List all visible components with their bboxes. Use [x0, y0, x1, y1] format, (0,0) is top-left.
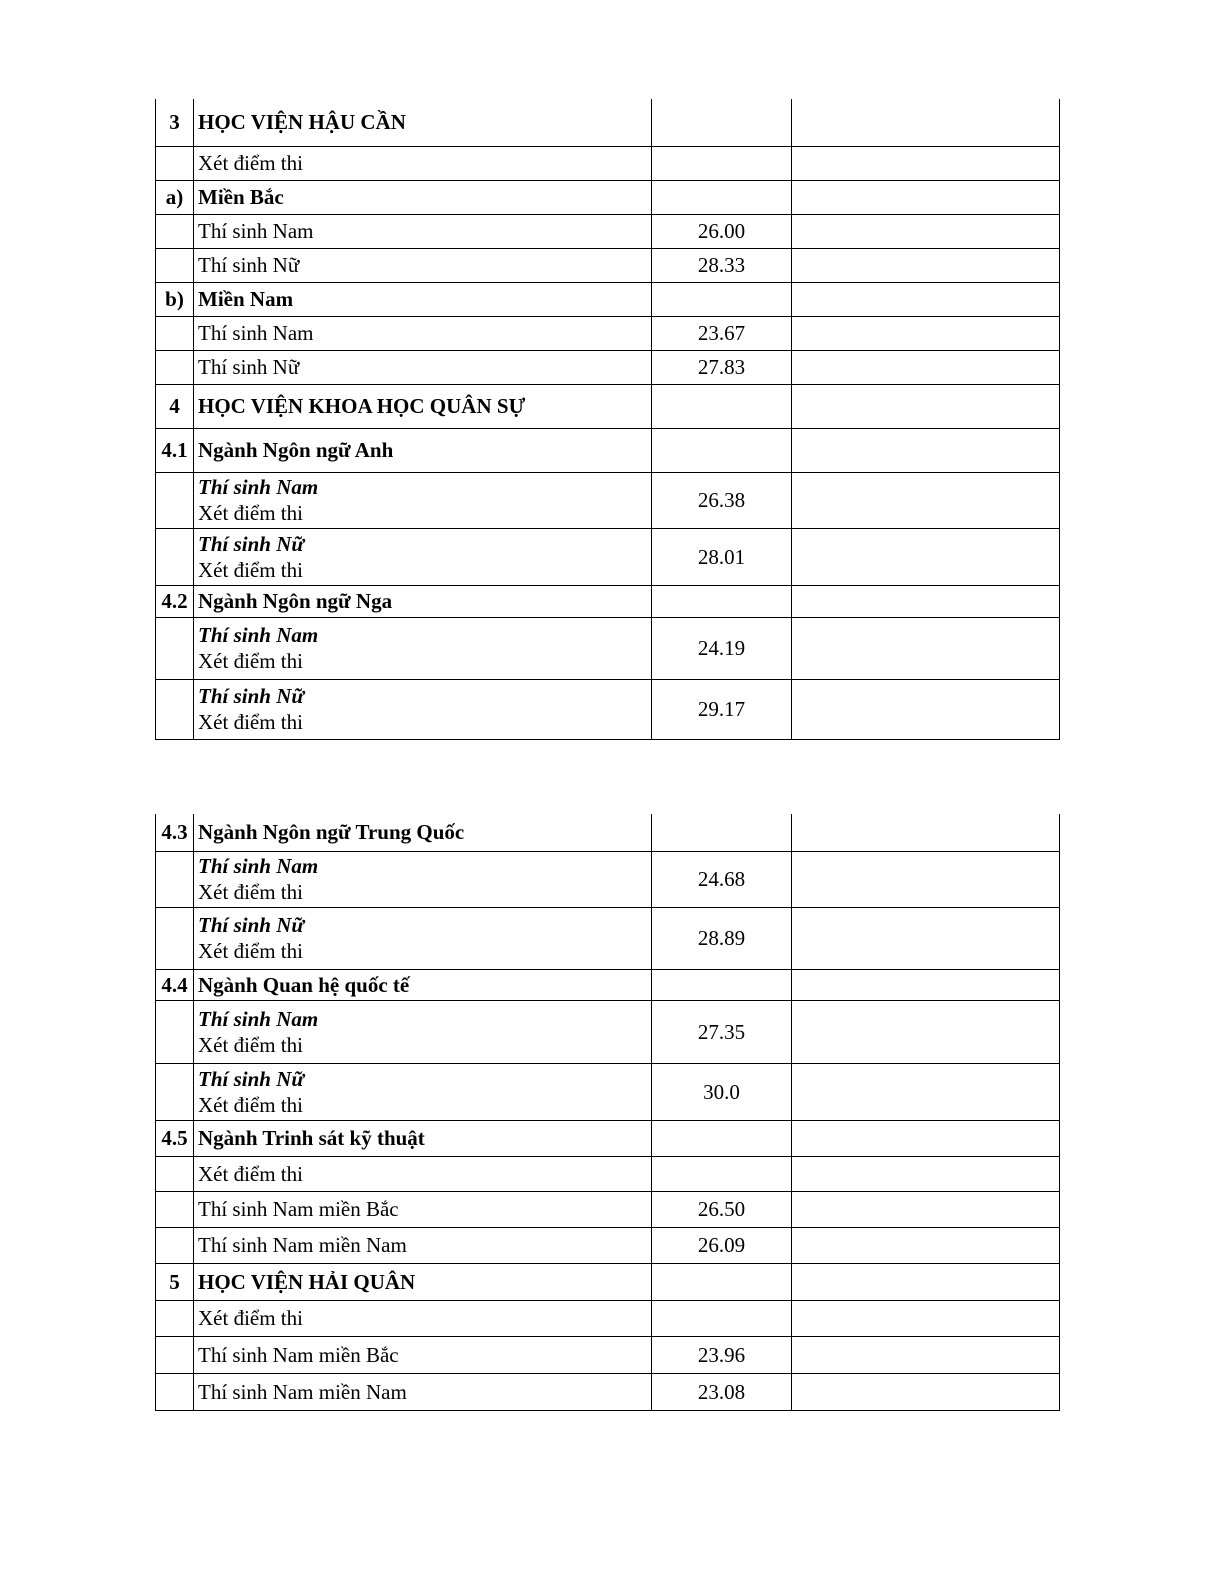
table-row — [156, 814, 1060, 851]
row-label-cell — [194, 1156, 652, 1191]
note-cell — [792, 814, 1060, 851]
note-cell — [792, 851, 1060, 907]
row-label-primary: Thí sinh Nữ — [198, 913, 304, 937]
note-cell — [792, 180, 1060, 214]
score-value-cell: 24.19 — [652, 617, 792, 679]
table-row — [156, 679, 1060, 739]
table-row — [156, 316, 1060, 350]
row-number-cell — [156, 146, 194, 180]
row-label-secondary: Xét điểm thi — [198, 880, 303, 904]
row-number-cell: a) — [156, 180, 194, 214]
score-table-bottom — [155, 814, 1060, 1411]
row-label-cell — [194, 1000, 652, 1063]
row-number-cell: 4.5 — [156, 1120, 194, 1156]
row-number-cell — [156, 1156, 194, 1191]
row-label-cell — [194, 1191, 652, 1227]
row-label-cell — [194, 907, 652, 969]
row-number-cell: 4.4 — [156, 969, 194, 1000]
table-row — [156, 248, 1060, 282]
table-row — [156, 1263, 1060, 1300]
row-label-primary: Thí sinh Nam — [198, 1006, 319, 1031]
table-row — [156, 99, 1060, 146]
row-label-text: Thí sinh Nam — [198, 219, 314, 243]
row-label-text: Thí sinh Nam miền Bắc — [198, 1342, 399, 1367]
note-cell — [792, 1120, 1060, 1156]
row-label-text: Thí sinh Nam miền Nam — [198, 1379, 407, 1404]
note-cell — [792, 1263, 1060, 1300]
row-label-text: Thí sinh Nữ — [198, 355, 300, 379]
score-value-cell — [652, 1263, 792, 1300]
row-label-text: Thí sinh Nam miền Bắc — [198, 1197, 399, 1221]
row-label-primary: Thí sinh Nam — [198, 475, 319, 499]
row-label-cell — [194, 180, 652, 214]
table-row — [156, 146, 1060, 180]
row-label-secondary: Xét điểm thi — [198, 649, 303, 673]
note-cell — [792, 384, 1060, 428]
score-value-cell: 26.50 — [652, 1191, 792, 1227]
score-value-cell: 28.01 — [652, 528, 792, 585]
table-row — [156, 1120, 1060, 1156]
row-label-cell — [194, 1063, 652, 1120]
row-label-text: Ngành Quan hệ quốc tế — [198, 972, 410, 997]
row-label-text: Ngành Ngôn ngữ Trung Quốc — [198, 820, 465, 845]
note-cell — [792, 248, 1060, 282]
score-value-cell — [652, 814, 792, 851]
row-label-text: Miền Nam — [198, 287, 294, 311]
row-label-primary: Thí sinh Nữ — [198, 1066, 304, 1091]
row-number-cell: 4 — [156, 384, 194, 428]
note-cell — [792, 907, 1060, 969]
score-value-cell — [652, 180, 792, 214]
row-label-text: Thí sinh Nam miền Nam — [198, 1233, 407, 1257]
note-cell — [792, 1063, 1060, 1120]
row-label-cell — [194, 316, 652, 350]
score-value-cell: 29.17 — [652, 679, 792, 739]
row-label-text: Ngành Ngôn ngữ Nga — [198, 589, 393, 613]
row-label-text: HỌC VIỆN HẢI QUÂN — [198, 1269, 416, 1294]
row-number-cell — [156, 214, 194, 248]
score-value-cell — [652, 1156, 792, 1191]
row-label-text: Xét điểm thi — [198, 1306, 303, 1330]
score-value-cell: 27.83 — [652, 350, 792, 384]
row-number-cell — [156, 907, 194, 969]
row-number-cell — [156, 851, 194, 907]
score-value-cell — [652, 99, 792, 146]
row-label-primary: Thí sinh Nữ — [198, 684, 304, 708]
row-label-cell — [194, 1373, 652, 1410]
row-label-cell — [194, 1120, 652, 1156]
row-label-text: Xét điểm thi — [198, 151, 303, 175]
row-label-cell — [194, 528, 652, 585]
score-table-top-body — [156, 99, 1060, 739]
row-label-cell — [194, 679, 652, 739]
row-number-cell — [156, 1227, 194, 1263]
table-row — [156, 585, 1060, 617]
row-label-secondary: Xét điểm thi — [198, 1092, 303, 1117]
row-number-cell — [156, 1191, 194, 1227]
row-label-primary: Thí sinh Nam — [198, 623, 319, 647]
table-row — [156, 1373, 1060, 1410]
score-value-cell: 23.08 — [652, 1373, 792, 1410]
row-number-cell — [156, 1000, 194, 1063]
row-label-cell — [194, 214, 652, 248]
note-cell — [792, 679, 1060, 739]
row-label-cell — [194, 617, 652, 679]
row-number-cell — [156, 1373, 194, 1410]
row-number-cell — [156, 617, 194, 679]
note-cell — [792, 99, 1060, 146]
row-label-cell — [194, 969, 652, 1000]
table-row — [156, 1336, 1060, 1373]
row-label-cell — [194, 350, 652, 384]
row-number-cell — [156, 248, 194, 282]
row-number-cell: 4.3 — [156, 814, 194, 851]
table-row — [156, 528, 1060, 585]
table-row — [156, 472, 1060, 528]
score-value-cell — [652, 969, 792, 1000]
note-cell — [792, 1373, 1060, 1410]
table-row — [156, 969, 1060, 1000]
row-label-secondary: Xét điểm thi — [198, 939, 303, 963]
note-cell — [792, 1336, 1060, 1373]
note-cell — [792, 472, 1060, 528]
note-cell — [792, 316, 1060, 350]
score-value-cell: 24.68 — [652, 851, 792, 907]
row-label-text: Thí sinh Nam — [198, 321, 314, 345]
row-label-cell — [194, 851, 652, 907]
row-label-text: HỌC VIỆN HẬU CẦN — [198, 110, 406, 135]
table-row — [156, 907, 1060, 969]
table-row — [156, 428, 1060, 472]
row-number-cell: 4.1 — [156, 428, 194, 472]
row-label-secondary: Xét điểm thi — [198, 557, 303, 582]
note-cell — [792, 428, 1060, 472]
note-cell — [792, 1000, 1060, 1063]
row-label-secondary: Xét điểm thi — [198, 501, 303, 525]
note-cell — [792, 1156, 1060, 1191]
row-label-text: Xét điểm thi — [198, 1161, 303, 1186]
score-table-bottom-body — [156, 814, 1060, 1410]
score-table-top — [155, 99, 1060, 740]
note-cell — [792, 1227, 1060, 1263]
row-label-text: Ngành Ngôn ngữ Anh — [198, 438, 394, 462]
row-number-cell — [156, 1063, 194, 1120]
row-label-cell — [194, 428, 652, 472]
row-label-cell — [194, 585, 652, 617]
row-label-primary: Thí sinh Nữ — [198, 531, 304, 556]
score-value-cell: 23.96 — [652, 1336, 792, 1373]
score-value-cell: 28.33 — [652, 248, 792, 282]
table-row — [156, 1063, 1060, 1120]
score-value-cell: 26.09 — [652, 1227, 792, 1263]
table-row — [156, 1227, 1060, 1263]
score-value-cell: 23.67 — [652, 316, 792, 350]
row-label-secondary: Xét điểm thi — [198, 1032, 303, 1057]
table-row — [156, 282, 1060, 316]
row-number-cell — [156, 316, 194, 350]
note-cell — [792, 585, 1060, 617]
row-number-cell — [156, 1300, 194, 1336]
row-number-cell: 4.2 — [156, 585, 194, 617]
row-number-cell — [156, 472, 194, 528]
table-row — [156, 384, 1060, 428]
score-value-cell — [652, 585, 792, 617]
row-label-text: Miền Bắc — [198, 185, 284, 209]
note-cell — [792, 1191, 1060, 1227]
note-cell — [792, 528, 1060, 585]
row-label-cell — [194, 1263, 652, 1300]
row-number-cell — [156, 528, 194, 585]
table-row — [156, 1156, 1060, 1191]
score-value-cell — [652, 428, 792, 472]
row-label-secondary: Xét điểm thi — [198, 710, 303, 734]
note-cell — [792, 969, 1060, 1000]
note-cell — [792, 146, 1060, 180]
table-row — [156, 1191, 1060, 1227]
row-number-cell: 3 — [156, 99, 194, 146]
table-row — [156, 617, 1060, 679]
row-label-cell — [194, 384, 652, 428]
score-value-cell: 27.35 — [652, 1000, 792, 1063]
table-row — [156, 350, 1060, 384]
row-label-text: Thí sinh Nữ — [198, 253, 300, 277]
note-cell — [792, 1300, 1060, 1336]
score-value-cell — [652, 1300, 792, 1336]
table-row — [156, 1000, 1060, 1063]
row-label-cell — [194, 146, 652, 180]
row-label-cell — [194, 99, 652, 146]
row-label-cell — [194, 282, 652, 316]
row-number-cell: b) — [156, 282, 194, 316]
note-cell — [792, 617, 1060, 679]
score-value-cell — [652, 146, 792, 180]
score-value-cell — [652, 282, 792, 316]
row-label-cell — [194, 814, 652, 851]
row-number-cell — [156, 1336, 194, 1373]
table-row — [156, 180, 1060, 214]
row-label-cell — [194, 1336, 652, 1373]
score-value-cell: 26.38 — [652, 472, 792, 528]
row-label-cell — [194, 472, 652, 528]
row-label-cell — [194, 1300, 652, 1336]
row-label-text: HỌC VIỆN KHOA HỌC QUÂN SỰ — [198, 394, 526, 418]
table-row — [156, 851, 1060, 907]
row-number-cell — [156, 679, 194, 739]
score-value-cell: 30.0 — [652, 1063, 792, 1120]
row-label-text: Ngành Trinh sát kỹ thuật — [198, 1126, 425, 1150]
row-label-cell — [194, 248, 652, 282]
score-value-cell — [652, 1120, 792, 1156]
row-label-cell — [194, 1227, 652, 1263]
note-cell — [792, 214, 1060, 248]
note-cell — [792, 282, 1060, 316]
score-value-cell: 28.89 — [652, 907, 792, 969]
table-row — [156, 1300, 1060, 1336]
table-row — [156, 214, 1060, 248]
score-value-cell — [652, 384, 792, 428]
row-number-cell: 5 — [156, 1263, 194, 1300]
note-cell — [792, 350, 1060, 384]
row-number-cell — [156, 350, 194, 384]
score-value-cell: 26.00 — [652, 214, 792, 248]
row-label-primary: Thí sinh Nam — [198, 854, 319, 878]
